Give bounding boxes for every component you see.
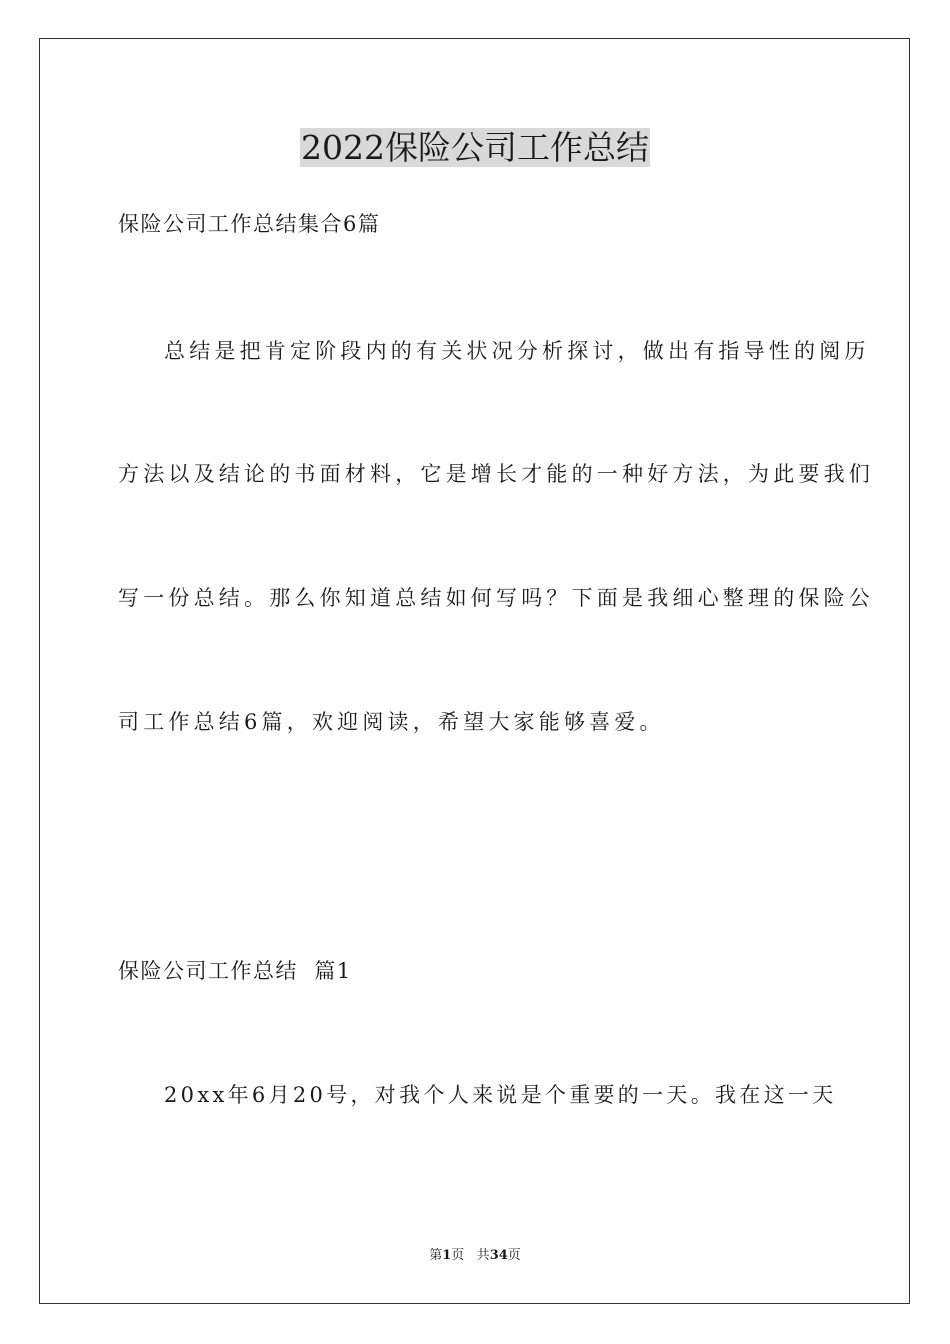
intro-line-4: 司工作总结6篇，欢迎阅读，希望大家能够喜爱。 bbox=[118, 710, 665, 734]
footer-page-suffix: 页 bbox=[451, 1248, 465, 1263]
section-first-line: 20xx年6月20号，对我个人来说是个重要的一天。我在这一天 bbox=[164, 1083, 837, 1107]
intro-line-3: 写一份总结。那么你知道总结如何写吗？下面是我细心整理的保险公 bbox=[118, 586, 874, 610]
footer-page-number: 1 bbox=[442, 1248, 452, 1263]
footer-page-prefix: 第 bbox=[429, 1248, 443, 1263]
intro-line-1: 总结是把肯定阶段内的有关状况分析探讨，做出有指导性的阅历 bbox=[164, 339, 870, 363]
footer-total-pages: 34 bbox=[489, 1248, 508, 1263]
footer-total-suffix: 页 bbox=[507, 1248, 521, 1263]
section-heading: 保险公司工作总结 篇1 bbox=[118, 959, 352, 983]
intro-line-2: 方法以及结论的书面材料，它是增长才能的一种好方法，为此要我们 bbox=[118, 462, 874, 486]
page-footer bbox=[0, 1247, 950, 1265]
document-title bbox=[0, 126, 950, 170]
footer-total-prefix: 共 bbox=[476, 1248, 490, 1263]
document-subtitle: 保险公司工作总结集合6篇 bbox=[118, 212, 381, 236]
document-title-text: 2022保险公司工作总结 bbox=[301, 128, 649, 167]
